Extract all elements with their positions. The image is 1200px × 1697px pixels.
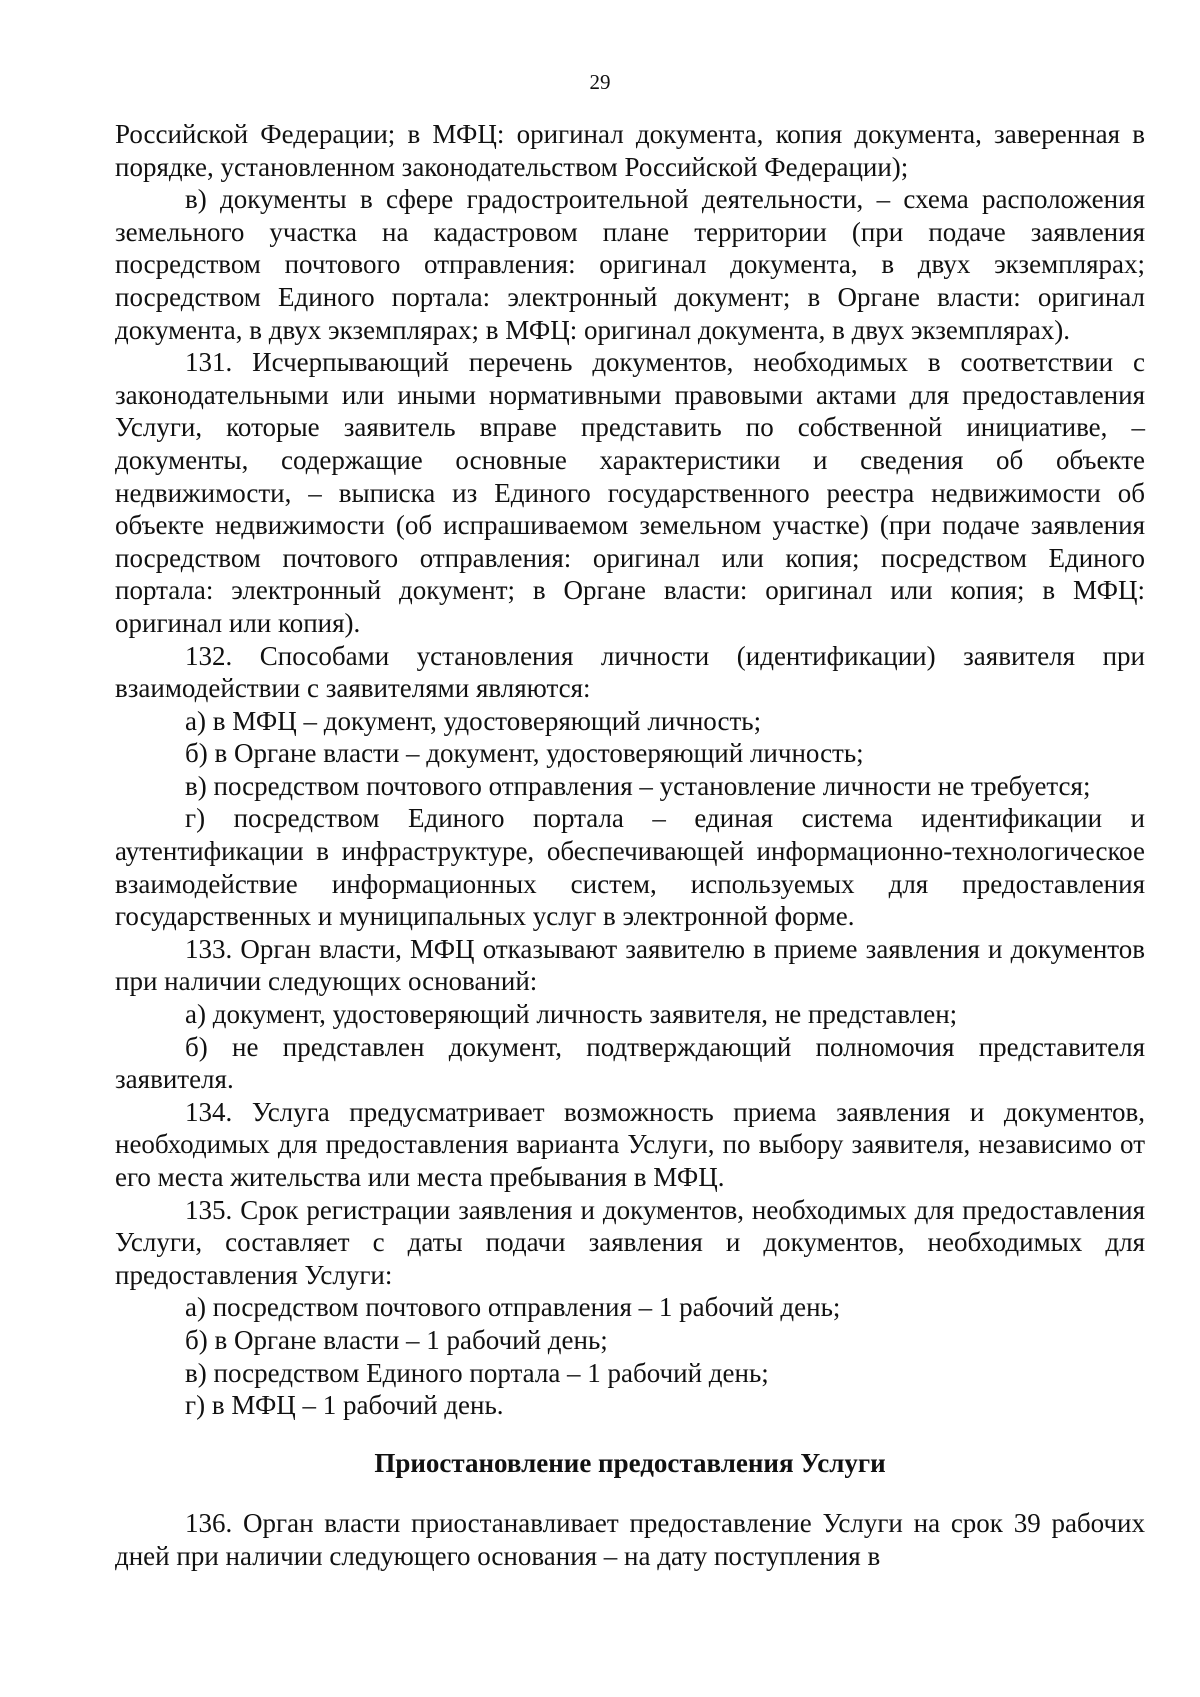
paragraph-135-v: в) посредством Единого портала – 1 рабочий день;	[185, 1357, 769, 1388]
paragraph-135: 135. Срок регистрации заявления и документов, необходимых для предоставления Услуги, составляет с даты подачи заявления и документов, необходимых для предоставления Услуги:	[115, 1194, 1145, 1290]
paragraph-135-a: а) посредством почтового отправления – 1 рабочий день;	[185, 1292, 841, 1323]
page-number: 29	[589, 70, 611, 94]
section-heading: Приостановление предоставления Услуги	[374, 1447, 886, 1478]
paragraph-133-b: б) не представлен документ, подтверждающий полномочия представителя заявителя.	[115, 1031, 1145, 1095]
paragraph-134: 134. Услуга предусматривает возможность приема заявления и документов, необходимых для предоставления варианта Услуги, по выбору заявителя, независимо от его места жительства или места пребывания в МФЦ.	[115, 1096, 1145, 1192]
paragraph-136: 136. Орган власти приостанавливает предоставление Услуги на срок 39 рабочих дней при наличии следующего основания – на дату поступления в	[115, 1508, 1145, 1571]
paragraph-133: 133. Орган власти, МФЦ отказывают заявителю в приеме заявления и документов при наличии следующих оснований:	[115, 933, 1145, 997]
paragraph-131: 131. Исчерпывающий перечень документов, необходимых в соответствии с законодательными или иными нормативными правовыми актами для предоставления Услуги, которые заявитель вправе представить по собственной инициативе, – документы, содержащие основные характеристики и сведения об объекте недвижимости, – выписка из Единого государственного реестра недвижимости об объекте недвижимости (об испрашиваемом земельном участке) (при подаче заявления посредством почтового отправления: оригинал или копия; посредством Единого портала: электронный документ; в Органе власти: оригинал или копия; в МФЦ: оригинал или копия).	[115, 347, 1145, 638]
paragraphs-after-heading	[115, 1507, 1145, 1572]
document-body	[115, 118, 1145, 1573]
paragraph-132-b: б) в Органе власти – документ, удостоверяющий личность;	[185, 738, 864, 769]
paragraph-132-v: в) посредством почтового отправления – установление личности не требуется;	[185, 770, 1091, 801]
paragraph-135-b: б) в Органе власти – 1 рабочий день;	[185, 1324, 608, 1355]
paragraph-132: 132. Способами установления личности (идентификации) заявителя при взаимодействии с заявителями являются:	[115, 640, 1145, 704]
paragraph-132-a: а) в МФЦ – документ, удостоверяющий личность;	[185, 705, 762, 736]
paragraph-133-a: а) документ, удостоверяющий личность заявителя, не представлен;	[185, 999, 958, 1030]
paragraph-135-g: г) в МФЦ – 1 рабочий день.	[185, 1390, 504, 1421]
paragraphs-before-heading	[115, 118, 1145, 1422]
paragraph-continuation: Российской Федерации; в МФЦ: оригинал документа, копия документа, заверенная в порядке, установленном законодательством Российской Федерации);	[115, 119, 1145, 182]
paragraph-item-v-gradostroitelnye: в) документы в сфере градостроительной деятельности, – схема расположения земельного участка на кадастровом плане территории (при подаче заявления посредством почтового отправления: оригинал документа, в двух экземплярах; посредством Единого портала: электронный документ; в Органе власти: оригинал документа, в двух экземплярах; в МФЦ: оригинал документа, в двух экземплярах).	[115, 184, 1145, 345]
paragraph-132-g: г) посредством Единого портала – единая система идентификации и аутентификации в инфраструктуре, обеспечивающей информационно-технологическое взаимодействие информационных систем, используемых для предоставления государственных и муниципальных услуг в электронной форме.	[115, 803, 1145, 932]
